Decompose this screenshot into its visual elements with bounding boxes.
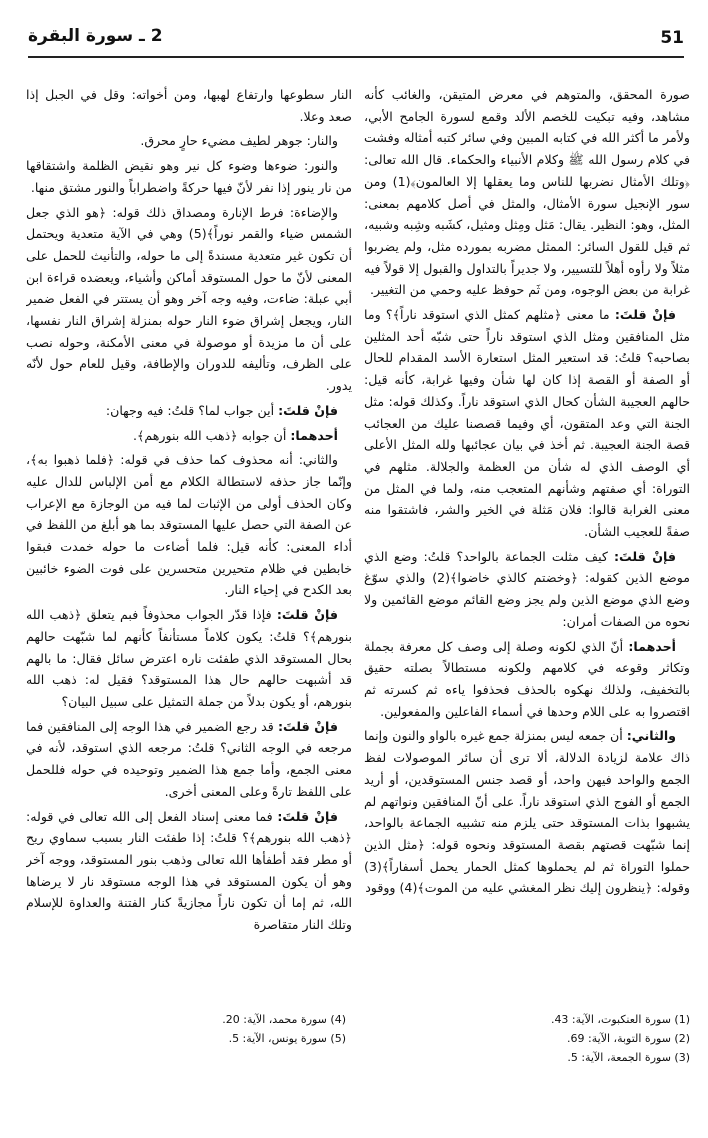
paragraph	[364, 546, 690, 633]
paragraph	[26, 400, 352, 422]
paragraph	[364, 725, 690, 899]
paragraph: والنور: ضوءها وضوء كل نير وهو نقيض الظلمة واشتقاقها من نار ينور إذا نفر لأنّ فيها حركةً واضطراباً والنور مشتق منها.	[26, 158, 352, 195]
paragraph-body: فإذا قدّر الجواب محذوفاً فبم يتعلق ﴿ذهب الله بنورهم﴾؟ قلتُ: يكون كلاماً مستأنفاً كأنهم لما شبّهت حالهم بحال المستوقد الذي طفئت ناره اعترض سائل فقال: ما بالهم قد أشبهت حالهم حال هذا المستوقد؟ فقيل له: ذهب الله بنورهم، أو يكون بدلاً من جملة التمثيل على سبيل البيان؟	[26, 607, 352, 709]
paragraph-body: أن جمعه ليس بمنزلة جمع غيره بالواو والنون وإنما ذاك علامة لزيادة الدلالة، ألا ترى أن سائر الموصولات لفظ الجمع والواحد فيهن واحد، أو قصد جنس المستوقدين، أو أريد الجمع أو الفوج الذي استوقد ناراً. على أنّ المنافقين ونواتهم لم يشبهوا بذات المستوقد حتى يلزم منه تشبيه الجماعة بالواحد، إنما شبّهت قصتهم بقصة المستوقد ونحوه قوله: ﴿مثل الذين حملوا التوراة ثم لم يحملوها كمثل الحمار يحمل أسفاراً﴾(3) وقوله: ﴿ينظرون إليك نظر المغشي عليه من الموت﴾(4) ووقود	[364, 728, 690, 896]
paragraph: والإضاءة: فرط الإنارة ومصداق ذلك قوله: ﴿هو الذي جعل الشمس ضياء والقمر نوراً﴾(5) وهي في الآية متعدية ويحتمل أن تكون غير متعدية مسندةً إلى ما حوله، والتأنيث للحمل على المعنى لأنّ ما حول المستوقد أماكن وأشياء، ويعضده قراءة ابن أبي عبلة: ضاءت، وفيه وجه آخر وهو أن يستتر في الفعل ضمير النار، ويجعل إشراق ضوء النار حوله بمنزلة إشراق النار نفسها، على أن ما مزيدة أو موصولة في معنى الأمكنة، وحوله نصب على الظرف، وتأليفه للدوران والإطافة، وقيل للعام حول لأنّه يدور.	[26, 204, 352, 394]
paragraph-body: ما معنى ﴿مثلهم كمثل الذي استوقد ناراً﴾؟ وما مثل المنافقين ومثل الذي استوقد ناراً حتى شبّه أحد المثلين بصاحبه؟ قلتُ: قد استعير المثل استعارة الأسد المقدام للحال أو الصفة أو القصة إذا كان لها شأن وفيها غرابة، كأنه قيل: حالهم العجيبة الشأن كحال الذي استوقد ناراً. وكذلك قوله: مثل الجنة التي وعد المتقون، أي وفيما قصصنا عليك من العجائب قصة الجنة العجيبة. ثم أخذ في بيان عجائبها ولله المثل الأعلى أي الوصف الذي له شأن من العظمة والجلالة. مثلهم في التوراة: أي صفتهم وشأنهم المتعجب منه، ولما في المثل من معنى الغرابة قالوا: فلان مَثلة في الخير والشر، فاشتقوا منه صفةً للعجيب الشأن.	[364, 307, 690, 540]
footnote: (2) سورة التوبة، الآية: 69.	[567, 1032, 690, 1045]
paragraph	[26, 604, 352, 713]
paragraph-lead: فإنْ قلتَ:	[614, 307, 676, 323]
paragraph: صورة المحقق، والمتوهم في معرض المتيقن، والغائب كأنه مشاهد، وفيه تبكيت للخصم الألد وقمع لسورة الجامح الأبي، ولأمر ما أكثر الله في كتابه المبين وفي سائر كتبه أمثاله وفشت في كلام رسول الله ﷺ وكلام الأنبياء والحكماء. قال الله تعالى: ﴿وتلك الأمثال نضربها للناس وما يعقلها إلا العالمون﴾(1) ومن سور الإنجيل سورة الأمثال، والمثل في أصل كلامهم بمعنى: المثل، وهو: النظير. يقال: مَثل ومِثل ومثيل، كشَبه وشِبه وشبيه، ثم قيل للقول السائر: الممثل مضربه بمورده مثل، ولم يضربوا مثلاً ولا رأوه أهلاً للتسيير، ولا جديراً بالتداول والقبول إلا قولاً فيه غرابة من بعض الوجوه، ومن ثَم حوفظ عليه وحمي من التغيير.	[364, 87, 690, 298]
paragraph: والثاني: أنه محذوف كما حذف في قوله: ﴿فلما ذهبوا به﴾، وإنّما جاز حذفه لاستطالة الكلام مع أمن الإلباس للدال عليه وكان الحذف أولى من الإثبات لما فيه من الوجازة مع الإعراب عن الصفة التي حصل عليها المستوقد بما هو أبلغ من اللفظ في أداء المعنى: كأنه قيل: فلما أضاءت ما حوله خمدت فبقوا خابطين في ظلام متحيرين متحسرين على فوت الضوء خائبين بعد الكدح في إحياء النار.	[26, 452, 352, 598]
paragraph	[26, 425, 352, 447]
footnotes-right	[370, 1010, 690, 1067]
paragraph-body: أين جواب لما؟ قلتُ: فيه وجهان:	[105, 402, 279, 418]
paragraph-body: أن جوابه ﴿ذهب الله بنورهم﴾.	[133, 427, 291, 443]
paragraph-lead: فإنْ قلتَ:	[276, 607, 338, 623]
footnote: (3) سورة الجمعة، الآية: 5.	[567, 1051, 690, 1064]
paragraph: والنار: جوهر لطيف مضيء حارٍ محرق.	[140, 133, 338, 149]
right-text-column	[364, 84, 690, 1002]
page-header	[28, 22, 684, 62]
footnotes	[26, 1010, 690, 1070]
paragraph	[364, 304, 690, 543]
footnote: (1) سورة العنكبوت، الآية: 43.	[550, 1013, 690, 1026]
header-rule	[28, 56, 684, 58]
paragraph	[26, 716, 352, 803]
paragraph	[26, 806, 352, 936]
paragraph-body: أنّ الذي لكونه وصلة إلى وصف كل معرفة بجملة وتكاثر وقوعه في كلامهم ولكونه مستطالاً بصلته حقيق بالتخفيف، ولذلك نهكوه بالحذف فحذفوا ياءه ثم كسرته ثم اقتصروا به على اللام وحدها في أسماء الفاعلين والمفعولين.	[364, 638, 690, 719]
paragraph-body: كيف مثلت الجماعة بالواحد؟ قلتُ: وضع الذي موضع الذين كقوله: ﴿وخضتم كالذي خاضوا﴾(2) والذي سوّغ وضع الذي موضع الذين ولم يجز وضع القائم موضع القائمين ولا نحوه من الصفات أمران:	[364, 548, 690, 629]
paragraph-body: قد رجع الضمير في هذا الوجه إلى المنافقين فما مرجعه في الوجه الثاني؟ قلتُ: مرجعه الذي استوقد، لأنه في معنى الجمع، وأما جمع هذا الضمير وتوحيده في حوله فللحمل على اللفظ تارةً وعلى المعنى أخرى.	[26, 718, 352, 799]
paragraph-lead: أحدهما:	[628, 638, 676, 654]
paragraph	[364, 636, 690, 723]
running-title: 2 ـ سورة البقرة	[28, 26, 163, 46]
paragraph-lead: فإنْ قلتَ:	[278, 402, 338, 418]
paragraph-lead: أحدهما:	[290, 427, 338, 443]
footnotes-left	[26, 1010, 346, 1048]
footnote: (5) سورة يونس، الآية: 5.	[228, 1032, 346, 1045]
paragraph-body: فما معنى إسناد الفعل إلى الله تعالى في قوله: ﴿ذهب الله بنورهم﴾؟ قلتُ: إذا طفئت النار بسبب سماوي ريح أو مطر فقد أطفأها الله تعالى وذهب بنور المستوقد، ووجه آخر وهو أن يكون المستوقد في هذا الوجه مستوقد نار لا يرضاها الله، ثم إما أن تكون ناراً مجازيةً كنار الفتنة والعداوة للإسلام وتلك النار متقاصرة	[26, 808, 352, 933]
paragraph: النار سطوعها وارتفاع لهبها، ومن أخواته: وقل في الجبل إذا صعد وعلا.	[26, 87, 352, 124]
left-text-column	[26, 84, 352, 1002]
paragraph-lead: فإنْ قلتَ:	[277, 718, 338, 734]
paragraph-lead: والثاني:	[626, 728, 676, 744]
paragraph-lead: فإنْ قلتَ:	[614, 548, 676, 564]
paragraph-lead: فإنْ قلتَ:	[277, 808, 338, 824]
footnote: (4) سورة محمد، الآية: 20.	[222, 1013, 346, 1026]
page-number: 51	[660, 28, 684, 48]
